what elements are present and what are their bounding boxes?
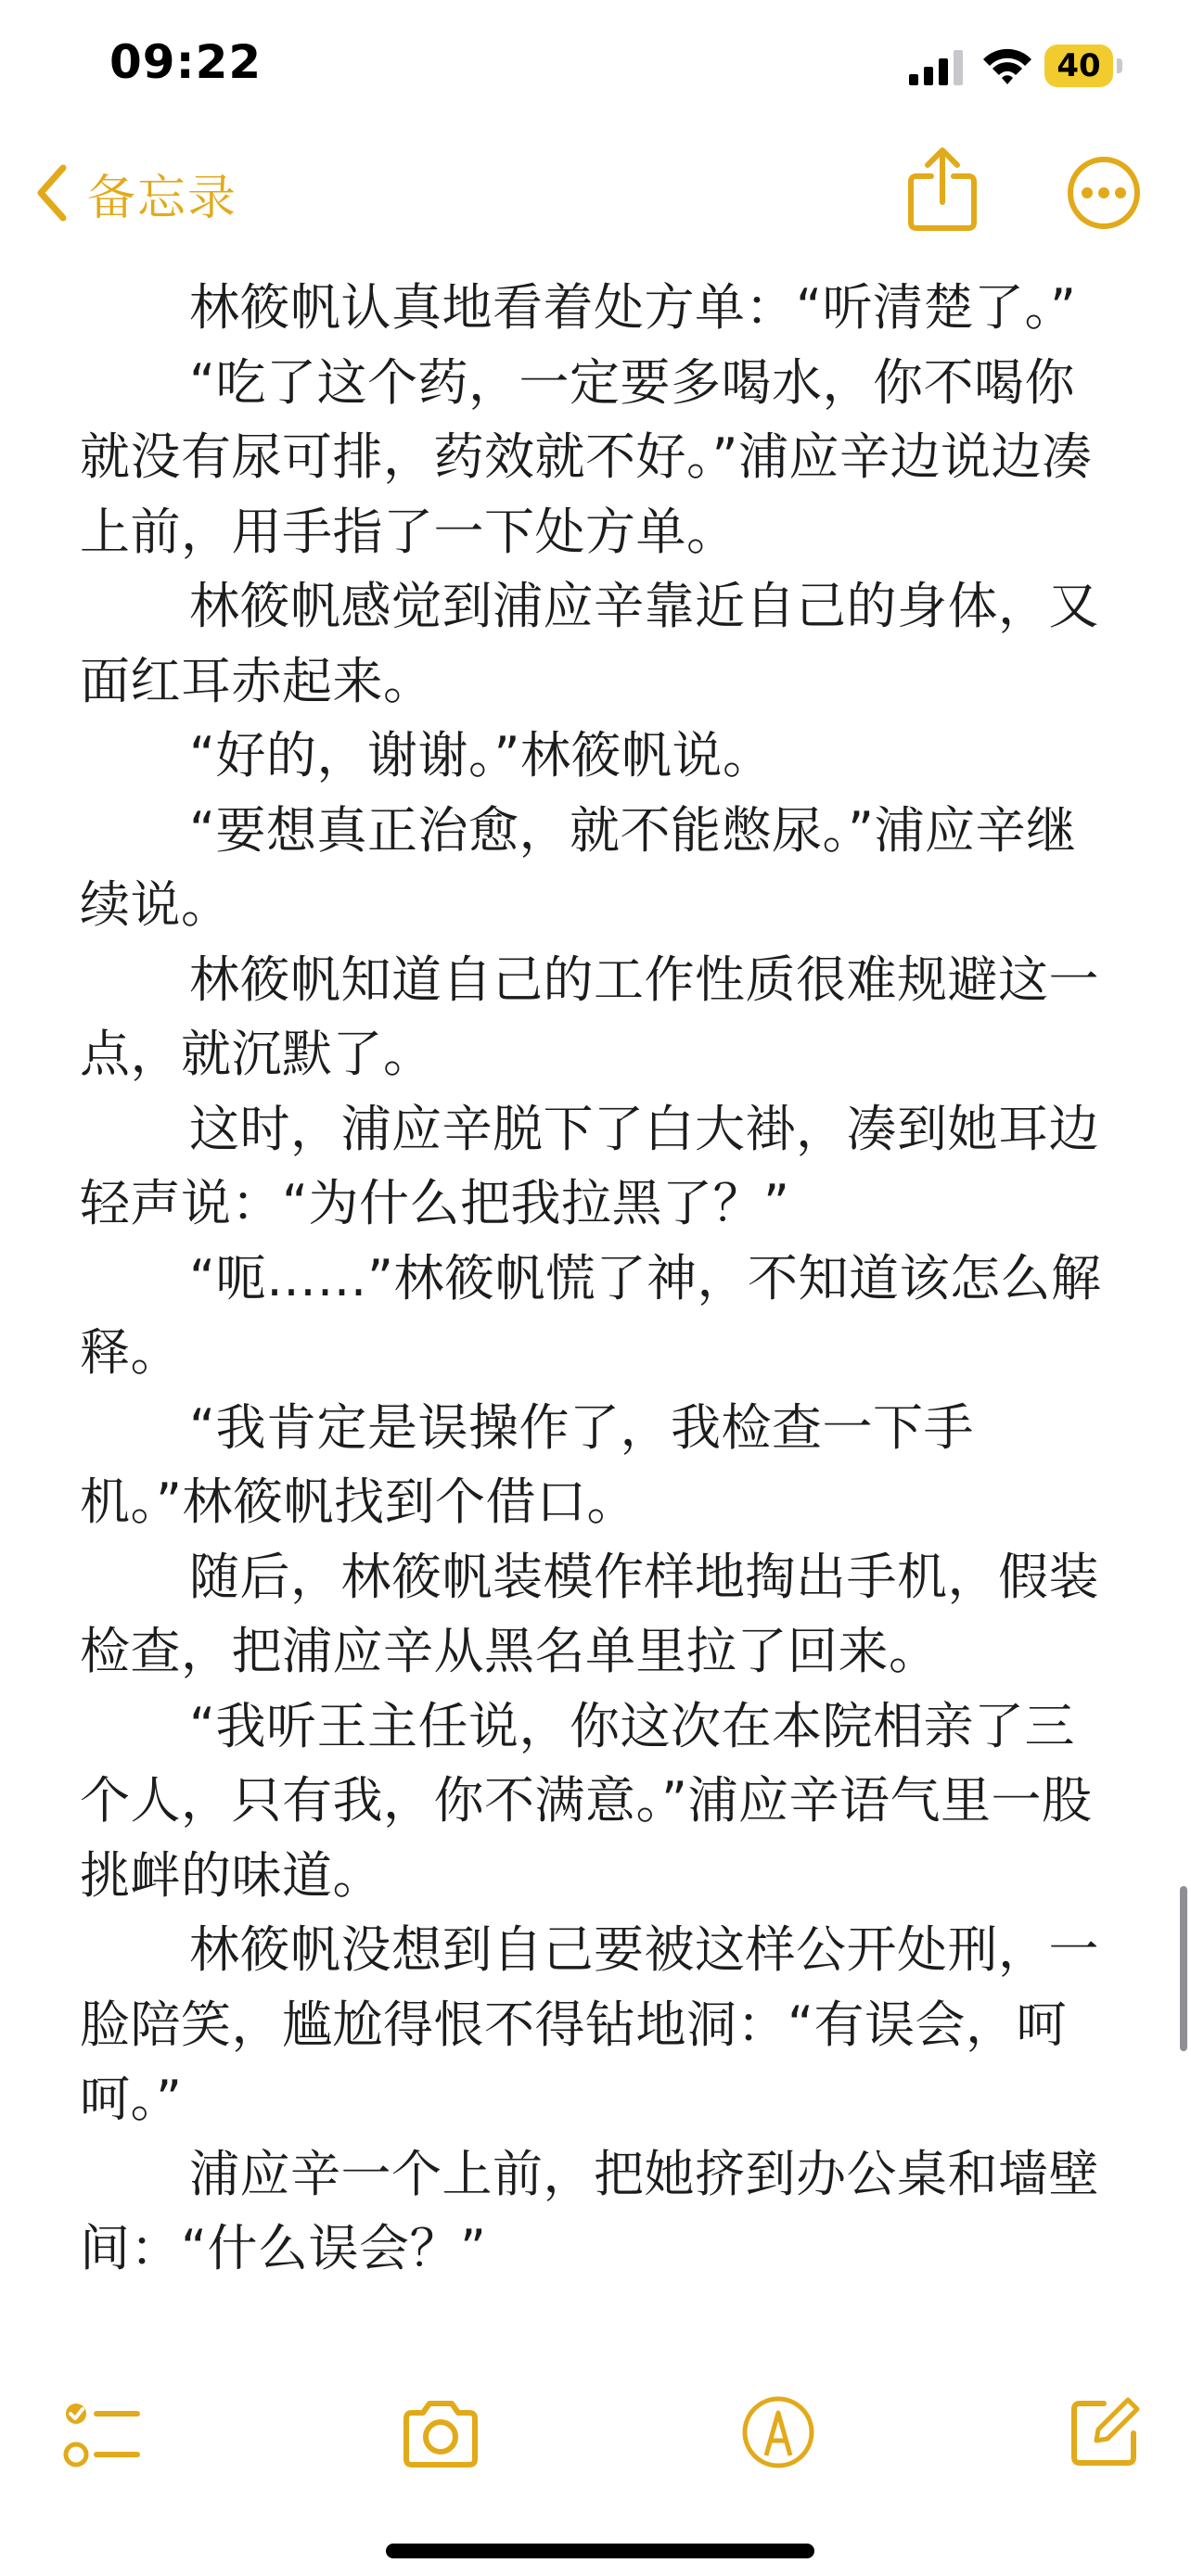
checklist-icon[interactable] — [63, 2397, 141, 2471]
back-button[interactable] — [35, 156, 237, 230]
status-time: 09:22 — [109, 35, 263, 89]
camera-icon[interactable] — [399, 2398, 482, 2470]
home-indicator[interactable] — [386, 2544, 814, 2558]
note-paragraph: “我听王主任说，你这次在本院相亲了三个人，只有我，你不满意。”浦应辛语气里一股挑衅的味道。 — [80, 1696, 1093, 1905]
wifi-icon — [981, 46, 1033, 85]
battery-cap — [1117, 58, 1122, 73]
markup-icon[interactable] — [740, 2394, 816, 2470]
scroll-indicator[interactable] — [1180, 1886, 1187, 2051]
compose-icon[interactable] — [1067, 2394, 1143, 2470]
signal-icon — [909, 50, 968, 85]
chevron-left-icon — [35, 164, 69, 222]
back-label: 备忘录 — [87, 170, 238, 226]
status-bar — [0, 0, 1191, 139]
battery-level: 40 — [1057, 47, 1101, 84]
battery-icon — [1044, 45, 1122, 87]
note-paragraph: “呃……”林筱帆慌了神，不知道该怎么解释。 — [80, 1248, 1102, 1382]
note-paragraph: 林筱帆知道自己的工作性质很难规避这一点，就沉默了。 — [80, 950, 1099, 1083]
more-icon[interactable] — [1067, 156, 1141, 230]
share-icon[interactable] — [903, 147, 981, 232]
note-body[interactable] — [80, 271, 1119, 2287]
note-paragraph: “好的，谢谢。”林筱帆说。 — [189, 726, 774, 784]
note-paragraph: “我肯定是误操作了，我检查一下手机。”林筱帆找到个借口。 — [80, 1397, 974, 1531]
note-paragraph: 林筱帆感觉到浦应辛靠近自己的身体，又面红耳赤起来。 — [80, 577, 1099, 710]
note-paragraph: 林筱帆认真地看着处方单：“听清楚了。” — [189, 278, 1077, 337]
note-paragraph: 浦应辛一个上前，把她挤到办公桌和墙壁间：“什么误会？” — [80, 2144, 1099, 2277]
note-paragraph: 这时，浦应辛脱下了白大褂，凑到她耳边轻声说：“为什么把我拉黑了？” — [80, 1099, 1099, 1232]
note-paragraph: 林筱帆没想到自己要被这样公开处刑，一脸陪笑，尴尬得恨不得钻地洞：“有误会，呵呵。” — [80, 1920, 1099, 2128]
note-paragraph: “吃了这个药，一定要多喝水，你不喝你就没有尿可排，药效就不好。”浦应辛边说边凑上前，用手指了一下处方单。 — [80, 352, 1093, 561]
note-paragraph: “要想真正治愈，就不能憋尿。”浦应辛继续说。 — [80, 800, 1077, 934]
note-paragraph: 随后，林筱帆装模作样地掏出手机，假装检查，把浦应辛从黑名单里拉了回来。 — [80, 1547, 1099, 1680]
